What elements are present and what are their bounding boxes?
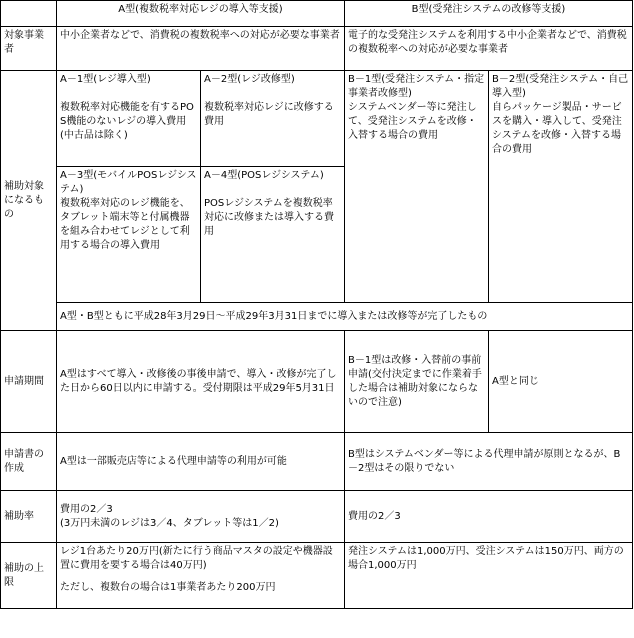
limit-type-b: 発注システムは1,000万円、受注システムは150万円、両方の場合1,000万円 — [345, 543, 633, 609]
rate-row — [1, 491, 633, 543]
eligible-a4-cell — [201, 167, 345, 303]
eligible-row-1 — [1, 71, 633, 167]
eligible-note-row — [1, 303, 633, 331]
limit-type-a-line1: レジ1台あたり20万円(新たに行う商品マスタの設定や機器設置に費用を要する場合は40万円) — [60, 546, 333, 571]
eligible-a4-title: A－4型(POSレジシステム) — [204, 170, 324, 181]
period-b2: A型と同じ — [489, 331, 633, 433]
eligible-a2-body: 複数税率対応レジに改修する費用 — [204, 102, 334, 127]
target-label: 対象事業者 — [1, 27, 57, 71]
period-type-a: A型はすべて導入・改修後の事後申請で、導入・改修が完了した日から60日以内に申請する。受付期限は平成29年5月31日 — [57, 331, 345, 433]
header-row — [1, 1, 633, 27]
creation-label: 申請書の作成 — [1, 433, 57, 491]
eligible-a2-title: A－2型(レジ改修型) — [204, 74, 295, 85]
rate-type-a-line1: 費用の2／3 — [60, 503, 113, 515]
eligible-a1-cell — [57, 71, 201, 167]
eligible-b2-cell — [489, 71, 633, 303]
target-type-b: 電子的な受発注システムを利用する中小企業者などで、消費税の複数税率への対応が必要な事業者 — [345, 27, 633, 71]
creation-type-a: A型は一部販売店等による代理申請等の利用が可能 — [57, 433, 345, 491]
limit-label: 補助の上限 — [1, 543, 57, 609]
eligible-label: 補助対象になるもの — [1, 71, 57, 331]
period-b1: B－1型は改修・入替前の事前申請(交付決定までに作業着手した場合は補助対象にならないので注意) — [345, 331, 489, 433]
period-row — [1, 331, 633, 433]
eligible-a1-body: 複数税率対応機能を有するPOS機能のないレジの導入費用(中古品は除く) — [60, 102, 194, 141]
rate-type-a-cell — [57, 491, 345, 543]
eligible-note: A型・B型ともに平成28年3月29日～平成29年3月31日までに導入または改修等が完了したもの — [57, 303, 633, 331]
eligible-b2-title: B－2型(受発注システム・自己導入型) — [492, 74, 629, 99]
eligible-a2-cell — [201, 71, 345, 167]
eligible-a1-title: A－1型(レジ導入型) — [60, 74, 151, 85]
eligible-a3-cell — [57, 167, 201, 303]
creation-row — [1, 433, 633, 491]
header-type-a: A型(複数税率対応レジの導入等支援) — [57, 1, 345, 27]
rate-type-b: 費用の2／3 — [345, 491, 633, 543]
target-row — [1, 27, 633, 71]
limit-row — [1, 543, 633, 609]
limit-type-a-spacer — [60, 573, 341, 581]
limit-type-a-line2: ただし、複数台の場合は1事業者あたり200万円 — [60, 582, 276, 593]
header-type-b: B型(受発注システムの改修等支援) — [345, 1, 633, 27]
rate-type-a-line2: (3万円未満のレジは3／4、タブレット等は1／2) — [60, 517, 279, 529]
eligible-a3-title: A－3型(モバイルPOSレジシステム) — [60, 170, 197, 195]
rate-label: 補助率 — [1, 491, 57, 543]
eligible-a4-body: POSレジシステムを複数税率対応に改修または導入する費用 — [204, 198, 334, 237]
eligible-a3-body: 複数税率対応のレジ機能を、タブレット端末等と付属機器を組み合わせてレジとして利用する場合の導入費用 — [60, 198, 190, 251]
header-blank-cell — [1, 1, 57, 27]
creation-type-b: B型はシステムベンダー等による代理申請が原則となるが、B－2型はその限りでない — [345, 433, 633, 491]
eligible-b1-body: システムベンダー等に発注して、受発注システムを改修・入替する場合の費用 — [348, 102, 477, 141]
limit-type-a-cell — [57, 543, 345, 609]
eligible-b2-body: 自らパッケージ製品・サービスを購入・導入して、受発注システムを改修・入替する場合の費用 — [492, 102, 622, 155]
target-type-a: 中小企業者などで、消費税の複数税率への対応が必要な事業者 — [57, 27, 345, 71]
eligible-b1-title: B－1型(受発注システム・指定事業者改修型) — [348, 74, 485, 99]
period-label: 申請期間 — [1, 331, 57, 433]
eligible-b1-cell — [345, 71, 489, 303]
